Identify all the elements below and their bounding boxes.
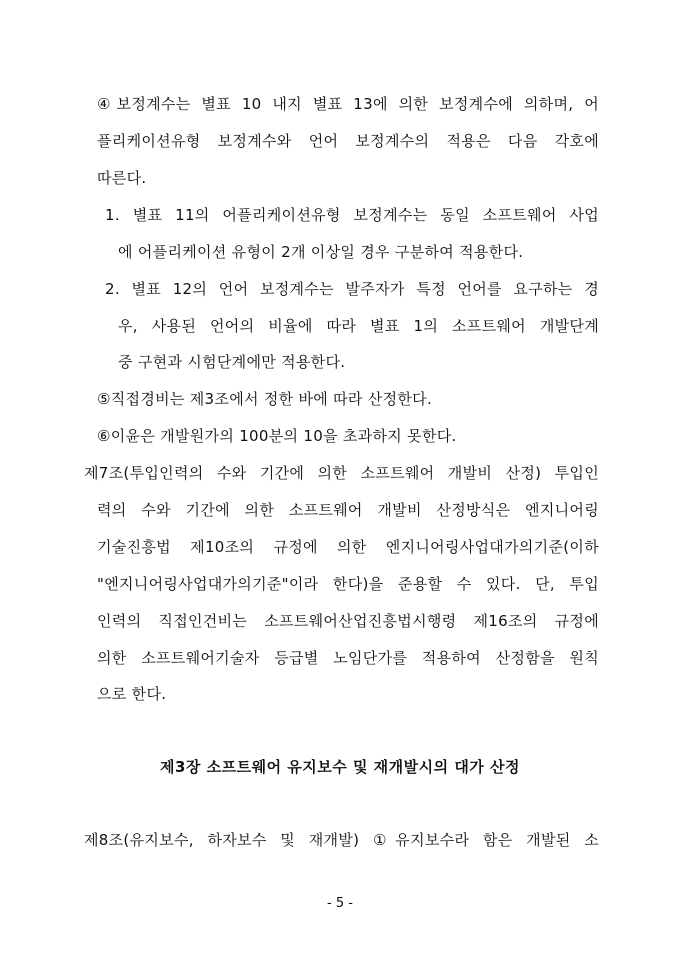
item-1-line-1: 1. 별표 11의 어플리케이션유형 보정계수는 동일 소프트웨어 사업	[105, 206, 599, 224]
item-2-line-2: 우, 사용된 언어의 비율에 따라 별표 1의 소프트웨어 개발단계	[118, 317, 599, 335]
article-7-line-1: 제7조(투입인력의 수와 기간에 의한 소프트웨어 개발비 산정) 투입인	[84, 464, 599, 482]
article-7-line-5: 인력의 직접인건비는 소프트웨어산업진흥법시행령 제16조의 규정에	[97, 612, 599, 630]
paragraph-4-line-3: 따른다.	[97, 169, 147, 187]
item-1-line-2: 에 어플리케이션 유형이 2개 이상일 경우 구분하여 적용한다.	[118, 243, 524, 261]
paragraph-5-line-1: ⑤직접경비는 제3조에서 정한 바에 따라 산정한다.	[97, 390, 433, 408]
chapter-3-heading: 제3장 소프트웨어 유지보수 및 재개발시의 대가 산정	[159, 758, 521, 776]
article-7-line-6: 의한 소프트웨어기술자 등급별 노임단가를 적용하여 산정함을 원칙	[97, 649, 599, 667]
article-7-line-4: "엔지니어링사업대가의기준"이라 한다)을 준용할 수 있다. 단, 투입	[97, 575, 599, 593]
page-number: - 5 -	[327, 896, 353, 911]
paragraph-4-line-1: ④보정계수는 별표 10 내지 별표 13에 의한 보정계수에 의하며, 어	[97, 95, 599, 113]
article-7-line-7: 으로 한다.	[97, 685, 167, 703]
article-7-line-3: 기술진흥법 제10조의 규정에 의한 엔지니어링사업대가의기준(이하	[97, 538, 599, 556]
paragraph-4-line-2: 플리케이션유형 보정계수와 언어 보정계수의 적용은 다음 각호에	[97, 132, 599, 150]
article-8-line-1: 제8조(유지보수, 하자보수 및 재개발) ①유지보수라 함은 개발된 소	[84, 831, 599, 849]
paragraph-6-line-1: ⑥이윤은 개발원가의 100분의 10을 초과하지 못한다.	[97, 427, 457, 445]
article-7-line-2: 력의 수와 기간에 의한 소프트웨어 개발비 산정방식은 엔지니어링	[97, 501, 599, 519]
item-2-line-3: 중 구현과 시험단계에만 적용한다.	[118, 353, 346, 371]
item-2-line-1: 2. 별표 12의 언어 보정계수는 발주자가 특정 언어를 요구하는 경	[105, 280, 599, 298]
